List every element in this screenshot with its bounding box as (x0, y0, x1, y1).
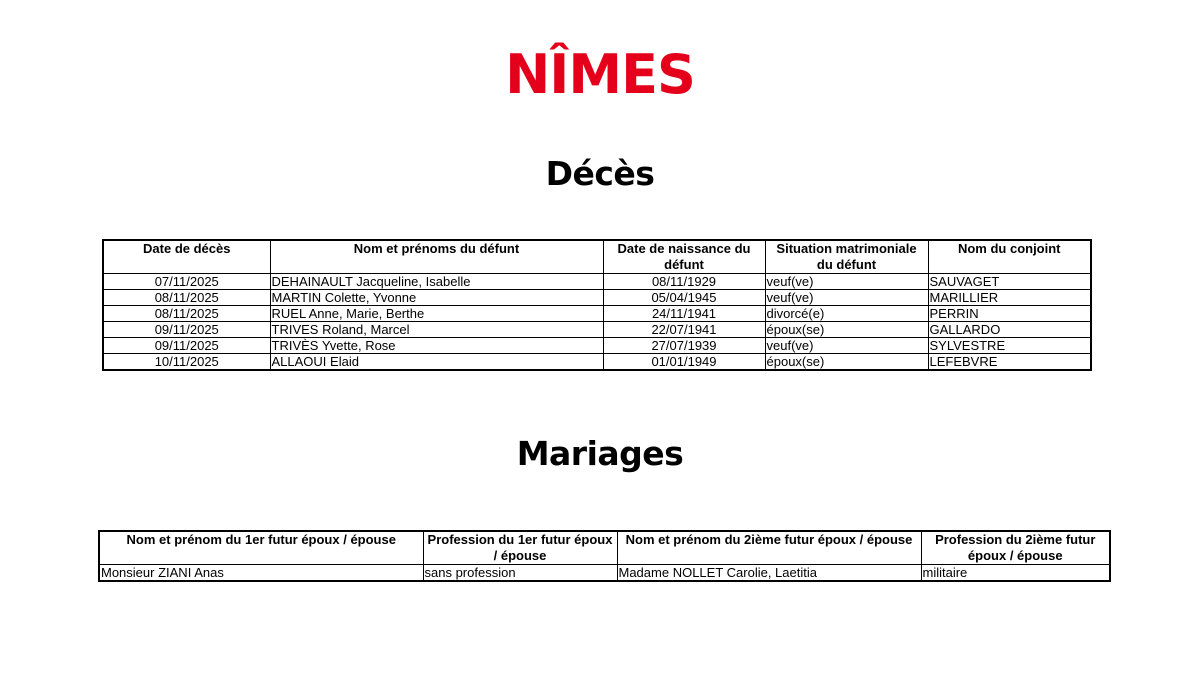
cell-date-deces: 09/11/2025 (103, 338, 270, 354)
cell-situation: époux(se) (765, 322, 928, 338)
cell-nom-defunt: TRIVES Roland, Marcel (270, 322, 603, 338)
cell-nom-defunt: DEHAINAULT Jacqueline, Isabelle (270, 274, 603, 290)
cell-situation: veuf(ve) (765, 290, 928, 306)
mariages-header-row (99, 531, 1110, 565)
header-date-naissance: Date de naissance du défunt (603, 240, 765, 274)
header-nom-epoux-1: Nom et prénom du 1er futur époux / épouse (99, 531, 423, 565)
header-nom-epoux-2: Nom et prénom du 2ième futur époux / épouse (617, 531, 921, 565)
cell-date-naissance: 22/07/1941 (603, 322, 765, 338)
table-row (103, 306, 1091, 322)
cell-situation: veuf(ve) (765, 338, 928, 354)
cell-date-naissance: 24/11/1941 (603, 306, 765, 322)
cell-profession-epoux-1: sans profession (423, 565, 617, 582)
cell-conjoint: LEFEBVRE (928, 354, 1091, 371)
cell-nom-defunt: TRIVÈS Yvette, Rose (270, 338, 603, 354)
cell-date-deces: 07/11/2025 (103, 274, 270, 290)
cell-nom-defunt: ALLAOUI Elaid (270, 354, 603, 371)
header-date-deces: Date de décès (103, 240, 270, 274)
cell-conjoint: SAUVAGET (928, 274, 1091, 290)
table-row (103, 274, 1091, 290)
cell-conjoint: GALLARDO (928, 322, 1091, 338)
cell-conjoint: MARILLIER (928, 290, 1091, 306)
deces-section-title: Décès (545, 154, 655, 193)
cell-date-naissance: 27/07/1939 (603, 338, 765, 354)
cell-date-deces: 09/11/2025 (103, 322, 270, 338)
table-row (103, 338, 1091, 354)
header-nom-conjoint: Nom du conjoint (928, 240, 1091, 274)
cell-situation: divorcé(e) (765, 306, 928, 322)
table-row (99, 565, 1110, 582)
header-profession-epoux-1: Profession du 1er futur époux / épouse (423, 531, 617, 565)
cell-date-deces: 10/11/2025 (103, 354, 270, 371)
cell-nom-epoux-2: Madame NOLLET Carolie, Laetitia (617, 565, 921, 582)
header-nom-defunt: Nom et prénoms du défunt (270, 240, 603, 274)
table-row (103, 354, 1091, 371)
cell-date-deces: 08/11/2025 (103, 290, 270, 306)
cell-profession-epoux-2: militaire (921, 565, 1110, 582)
cell-date-naissance: 05/04/1945 (603, 290, 765, 306)
deces-header-row (103, 240, 1091, 274)
table-row (103, 290, 1091, 306)
mariages-table (98, 530, 1111, 582)
cell-conjoint: SYLVESTRE (928, 338, 1091, 354)
cell-date-deces: 08/11/2025 (103, 306, 270, 322)
cell-date-naissance: 08/11/1929 (603, 274, 765, 290)
table-row (103, 322, 1091, 338)
header-situation-matrimoniale: Situation matrimoniale du défunt (765, 240, 928, 274)
header-profession-epoux-2: Profession du 2ième futur époux / épouse (921, 531, 1110, 565)
mariages-section-title: Mariages (516, 434, 684, 473)
cell-situation: veuf(ve) (765, 274, 928, 290)
cell-date-naissance: 01/01/1949 (603, 354, 765, 371)
cell-nom-defunt: RUEL Anne, Marie, Berthe (270, 306, 603, 322)
cell-nom-defunt: MARTIN Colette, Yvonne (270, 290, 603, 306)
nimes-logo: NÎMES (505, 43, 695, 106)
cell-situation: époux(se) (765, 354, 928, 371)
cell-conjoint: PERRIN (928, 306, 1091, 322)
deces-table (102, 239, 1092, 371)
cell-nom-epoux-1: Monsieur ZIANI Anas (99, 565, 423, 582)
